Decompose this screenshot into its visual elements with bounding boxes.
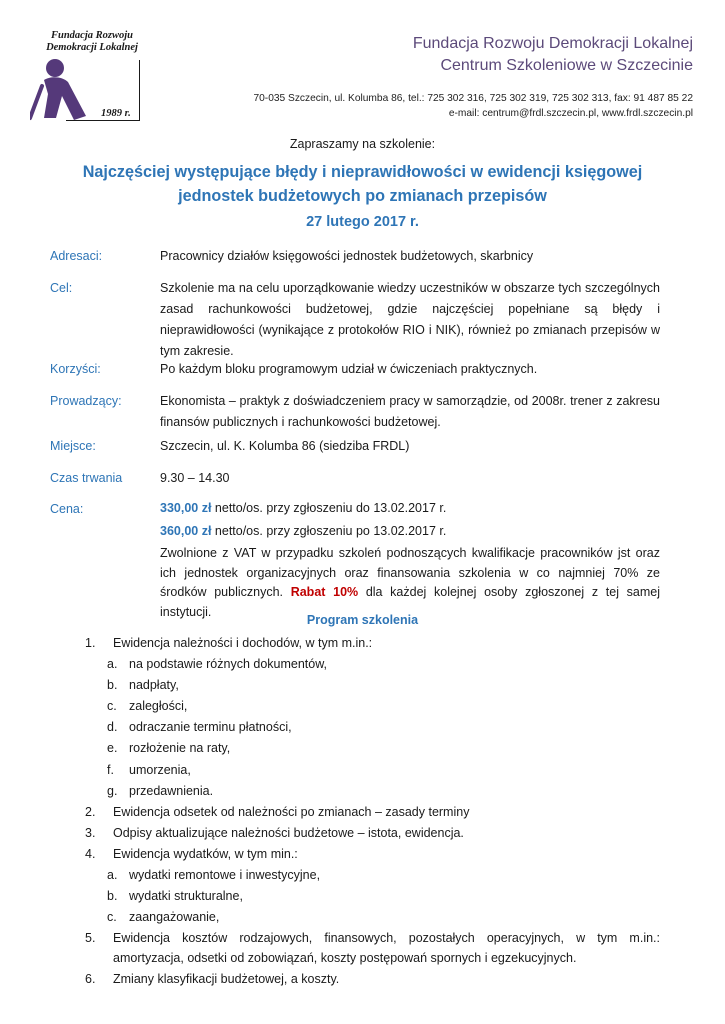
- program-item-text: Odpisy aktualizujące należności budżetowe – istota, ewidencja.: [113, 825, 464, 840]
- program-title: Program szkolenia: [306, 613, 419, 627]
- detail-value: Szkolenie ma na celu uporządkowanie wiedzy uczestników w obszarze tych szczególnych zasad rachunkowości budżetowej, gdzie najczęściej popełniane są błędy i nieprawidłowości (wynikające z protokołów RIO i NIK), również po zmianach przepisów w tym zakresie.: [160, 281, 660, 358]
- program-subitem: [85, 739, 660, 759]
- logo-year: 1989 r.: [101, 108, 131, 119]
- program-subitem-letter: f.: [107, 762, 114, 777]
- invite-text: Zapraszamy na szkolenie:: [289, 137, 436, 151]
- detail-value: Ekonomista – praktyk z doświadczeniem pracy w samorządzie, od 2008r. trener z zakresu finansów publicznych i rachunkowości budżetowej.: [160, 394, 660, 429]
- program-subitem: [85, 908, 660, 928]
- program-list: [85, 634, 660, 991]
- program-subitem-letter: b.: [107, 889, 118, 904]
- discount-badge: Rabat 10%: [290, 585, 359, 599]
- program-item-number: 6.: [85, 971, 96, 986]
- detail-miejsce: [50, 436, 660, 457]
- org-header: [413, 33, 693, 77]
- logo-underline: [66, 120, 140, 121]
- training-date: 27 lutego 2017 r.: [306, 214, 419, 230]
- detail-label: Adresaci:: [50, 249, 103, 263]
- detail-value: Po każdym bloku programowym udział w ćwiczeniach praktycznych.: [160, 362, 538, 376]
- price-early: 330,00 zł: [160, 501, 212, 515]
- program-item: [85, 803, 660, 823]
- program-subitem-text: przedawnienia.: [129, 783, 214, 798]
- program-subitem: [85, 676, 660, 696]
- detail-cel: [50, 278, 660, 362]
- detail-value: Pracownicy działów księgowości jednostek budżetowych, skarbnicy: [160, 249, 534, 263]
- program-item-text: Ewidencja należności i dochodów, w tym m.in.:: [113, 636, 373, 650]
- program-subitem: [85, 718, 660, 738]
- program-subitem: [85, 887, 660, 907]
- foundation-logo: [30, 30, 140, 122]
- training-title: Najczęściej występujące błędy i nieprawidłowości w ewidencji księgowej jednostek budżetowych po zmianach przepisów: [82, 163, 643, 205]
- program-subitem-letter: a.: [107, 657, 118, 672]
- address-line: 70-035 Szczecin, ul. Kolumba 86, tel.: 725 302 316, 725 302 319, 725 302 313, fax: 91 487 85 22: [253, 93, 693, 104]
- program-item-number: 1.: [85, 636, 96, 650]
- detail-label: Prowadzący:: [50, 394, 122, 408]
- program-subitem: [85, 655, 660, 675]
- center-name: Centrum Szkoleniowe w Szczecinie: [440, 57, 693, 74]
- detail-value: [160, 499, 660, 622]
- program-subitem-text: umorzenia,: [129, 762, 191, 777]
- program-subitem-text: na podstawie różnych dokumentów,: [129, 657, 328, 672]
- detail-czas: [50, 468, 660, 489]
- program-item-text: Ewidencja kosztów rodzajowych, finansowych, pozostałych operacyjnych, w tym m.in.: amortyzacja, odsetki od zobowiązań, koszty postępowań spornych i egzekucyjnych.: [113, 931, 660, 965]
- program-subitem: [85, 697, 660, 717]
- detail-label: Korzyści:: [50, 362, 101, 376]
- program-item: [85, 970, 660, 990]
- detail-label: Cel:: [50, 281, 73, 295]
- org-name: Fundacja Rozwoju Demokracji Lokalnej: [412, 35, 693, 52]
- program-subitem: [85, 782, 660, 802]
- program-subitem-text: wydatki remontowe i inwestycyjne,: [129, 868, 321, 883]
- program-subitem: [85, 761, 660, 781]
- detail-value: 9.30 – 14.30: [160, 471, 230, 485]
- program-subitem-letter: c.: [107, 910, 117, 925]
- program-subitem-letter: b.: [107, 678, 118, 693]
- detail-label: Cena:: [50, 502, 84, 516]
- program-subitem-text: zaangażowanie,: [129, 910, 220, 925]
- detail-prowadzacy: [50, 391, 660, 433]
- program-item-number: 3.: [85, 825, 96, 840]
- program-item-number: 5.: [85, 931, 96, 946]
- logo-divider: [139, 60, 140, 121]
- program-subitem-letter: g.: [107, 783, 118, 798]
- program-item: [85, 824, 660, 844]
- detail-label: Miejsce:: [50, 439, 96, 453]
- program-subitem-text: nadpłaty,: [129, 678, 179, 693]
- detail-korzysci: [50, 359, 660, 380]
- detail-adresaci: [50, 246, 660, 267]
- logo-name: Fundacja Rozwoju Demokracji Lokalnej: [46, 30, 138, 53]
- program-subitem-text: odraczanie terminu płatności,: [129, 720, 292, 735]
- program-subitem-letter: d.: [107, 720, 118, 735]
- program-subitem: [85, 866, 660, 886]
- contact-info: [253, 91, 693, 121]
- program-item-text: Zmiany klasyfikacji budżetowej, a koszty.: [113, 971, 340, 986]
- program-item: [85, 845, 660, 865]
- program-item-number: 4.: [85, 846, 96, 861]
- detail-cena: [50, 499, 660, 622]
- program-subitem-text: wydatki strukturalne,: [129, 889, 243, 904]
- program-item-number: 2.: [85, 804, 96, 819]
- vat-note: Zwolnione z VAT w przypadku szkoleń podnoszących kwalifikacje pracowników jst oraz ich jednostek organizacyjnych oraz finansowania szkolenia w co najmniej 70% ze środków publicznych. Rabat 10% dla każdej kolejnej osoby zgłoszonej z tej samej instytucji.: [160, 546, 661, 619]
- program-subitem-letter: c.: [107, 699, 117, 714]
- program-subitem-text: zaległości,: [129, 699, 188, 714]
- program-item-text: Ewidencja odsetek od należności po zmianach – zasady terminy: [113, 804, 470, 819]
- price-line-1: 330,00 zł netto/os. przy zgłoszeniu do 13.02.2017 r.: [160, 501, 447, 515]
- program-item: [85, 929, 660, 968]
- price-late: 360,00 zł: [160, 523, 212, 538]
- program-subitem-letter: a.: [107, 868, 118, 883]
- detail-label: Czas trwania: [50, 471, 123, 485]
- program-item: [85, 634, 660, 654]
- program-item-text: Ewidencja wydatków, w tym min.:: [113, 846, 298, 861]
- price-line-2: 360,00 zł netto/os. przy zgłoszeniu po 13.02.2017 r.: [160, 523, 447, 538]
- email-line: e-mail: centrum@frdl.szczecin.pl, www.frdl.szczecin.pl: [448, 108, 693, 119]
- person-figure-icon: [30, 56, 100, 122]
- program-subitem-letter: e.: [107, 741, 118, 756]
- program-subitem-text: rozłożenie na raty,: [129, 741, 231, 756]
- detail-value: Szczecin, ul. K. Kolumba 86 (siedziba FRDL): [160, 439, 410, 453]
